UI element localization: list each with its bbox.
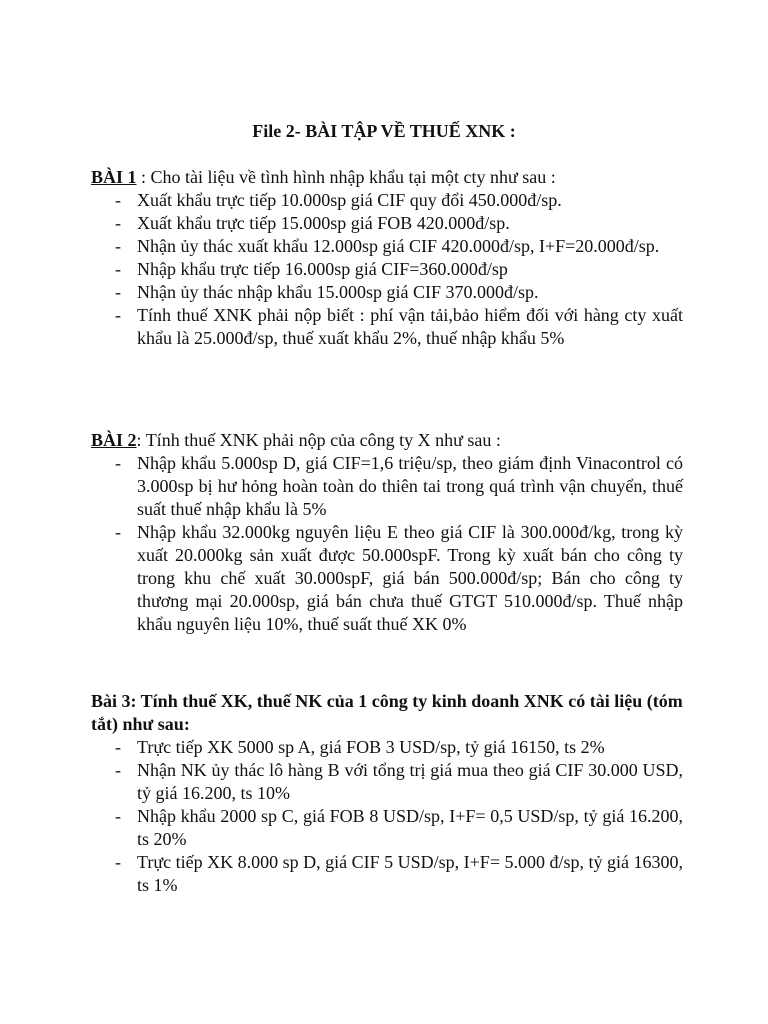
exercise-2-heading: [91, 429, 683, 452]
list-item: - Nhập khẩu trực tiếp 16.000sp giá CIF=360.000đ/sp: [91, 258, 683, 281]
exercise-2-intro: : Tính thuế XNK phải nộp của công ty X như sau :: [136, 430, 501, 450]
list-item: - Nhập khẩu 5.000sp D, giá CIF=1,6 triệu/sp, theo giám định Vinacontrol có 3.000sp bị hư hỏng hoàn toàn do thiên tai trong quá trình vận chuyển, thuế suất thuế nhập khẩu là 5%: [91, 452, 683, 521]
list-item: - Tính thuế XNK phải nộp biết : phí vận tải,bảo hiểm đối với hàng cty xuất khẩu là 25.000đ/sp, thuế xuất khẩu 2%, thuế nhập khẩu 5%: [91, 304, 683, 350]
list-item: - Trực tiếp XK 8.000 sp D, giá CIF 5 USD/sp, I+F= 5.000 đ/sp, tỷ giá 16300, ts 1%: [91, 851, 683, 897]
list-item: - Nhập khẩu 32.000kg nguyên liệu E theo giá CIF là 300.000đ/kg, trong kỳ xuất 20.000kg sản xuất được 50.000spF. Trong kỳ xuất bán cho công ty trong khu chế xuất 30.000spF, giá bán 500.000đ/sp; Bán cho công ty thương mại 20.000sp, giá bán chưa thuế GTGT 510.000đ/sp. Thuế nhập khẩu nguyên liệu 10%, thuế suất thuế XK 0%: [91, 521, 683, 636]
exercise-1-intro: : Cho tài liệu về tình hình nhập khẩu tại một cty như sau :: [136, 167, 556, 187]
list-item: - Nhận ủy thác xuất khẩu 12.000sp giá CIF 420.000đ/sp, I+F=20.000đ/sp.: [91, 235, 683, 258]
exercise-3-heading: Bài 3: Tính thuế XK, thuế NK của 1 công ty kinh doanh XNK có tài liệu (tóm tắt) như sau:: [91, 691, 683, 734]
list-item: - Trực tiếp XK 5000 sp A, giá FOB 3 USD/sp, tỷ giá 16150, ts 2%: [91, 736, 683, 759]
document-title: File 2- BÀI TẬP VỀ THUẾ XNK :: [252, 121, 516, 141]
exercise-2-list: [91, 452, 683, 636]
exercise-1-label: BÀI 1: [91, 167, 137, 187]
list-item: - Xuất khẩu trực tiếp 15.000sp giá FOB 420.000đ/sp.: [91, 212, 683, 235]
exercise-1-heading: [91, 166, 683, 189]
exercise-3-list: [91, 736, 683, 897]
exercise-2-label: BÀI 2: [91, 430, 137, 450]
exercise-2: [91, 429, 683, 636]
list-item: - Nhập khẩu 2000 sp C, giá FOB 8 USD/sp, I+F= 0,5 USD/sp, tỷ giá 16.200, ts 20%: [91, 805, 683, 851]
exercise-1-list: [91, 189, 683, 350]
list-item: - Nhận NK ủy thác lô hàng B với tổng trị giá mua theo giá CIF 30.000 USD, tỷ giá 16.200, ts 10%: [91, 759, 683, 805]
list-item: - Xuất khẩu trực tiếp 10.000sp giá CIF quy đổi 450.000đ/sp.: [91, 189, 683, 212]
list-item: - Nhận ủy thác nhập khẩu 15.000sp giá CIF 370.000đ/sp.: [91, 281, 683, 304]
exercise-1: [91, 166, 683, 350]
exercise-3: [91, 690, 683, 897]
